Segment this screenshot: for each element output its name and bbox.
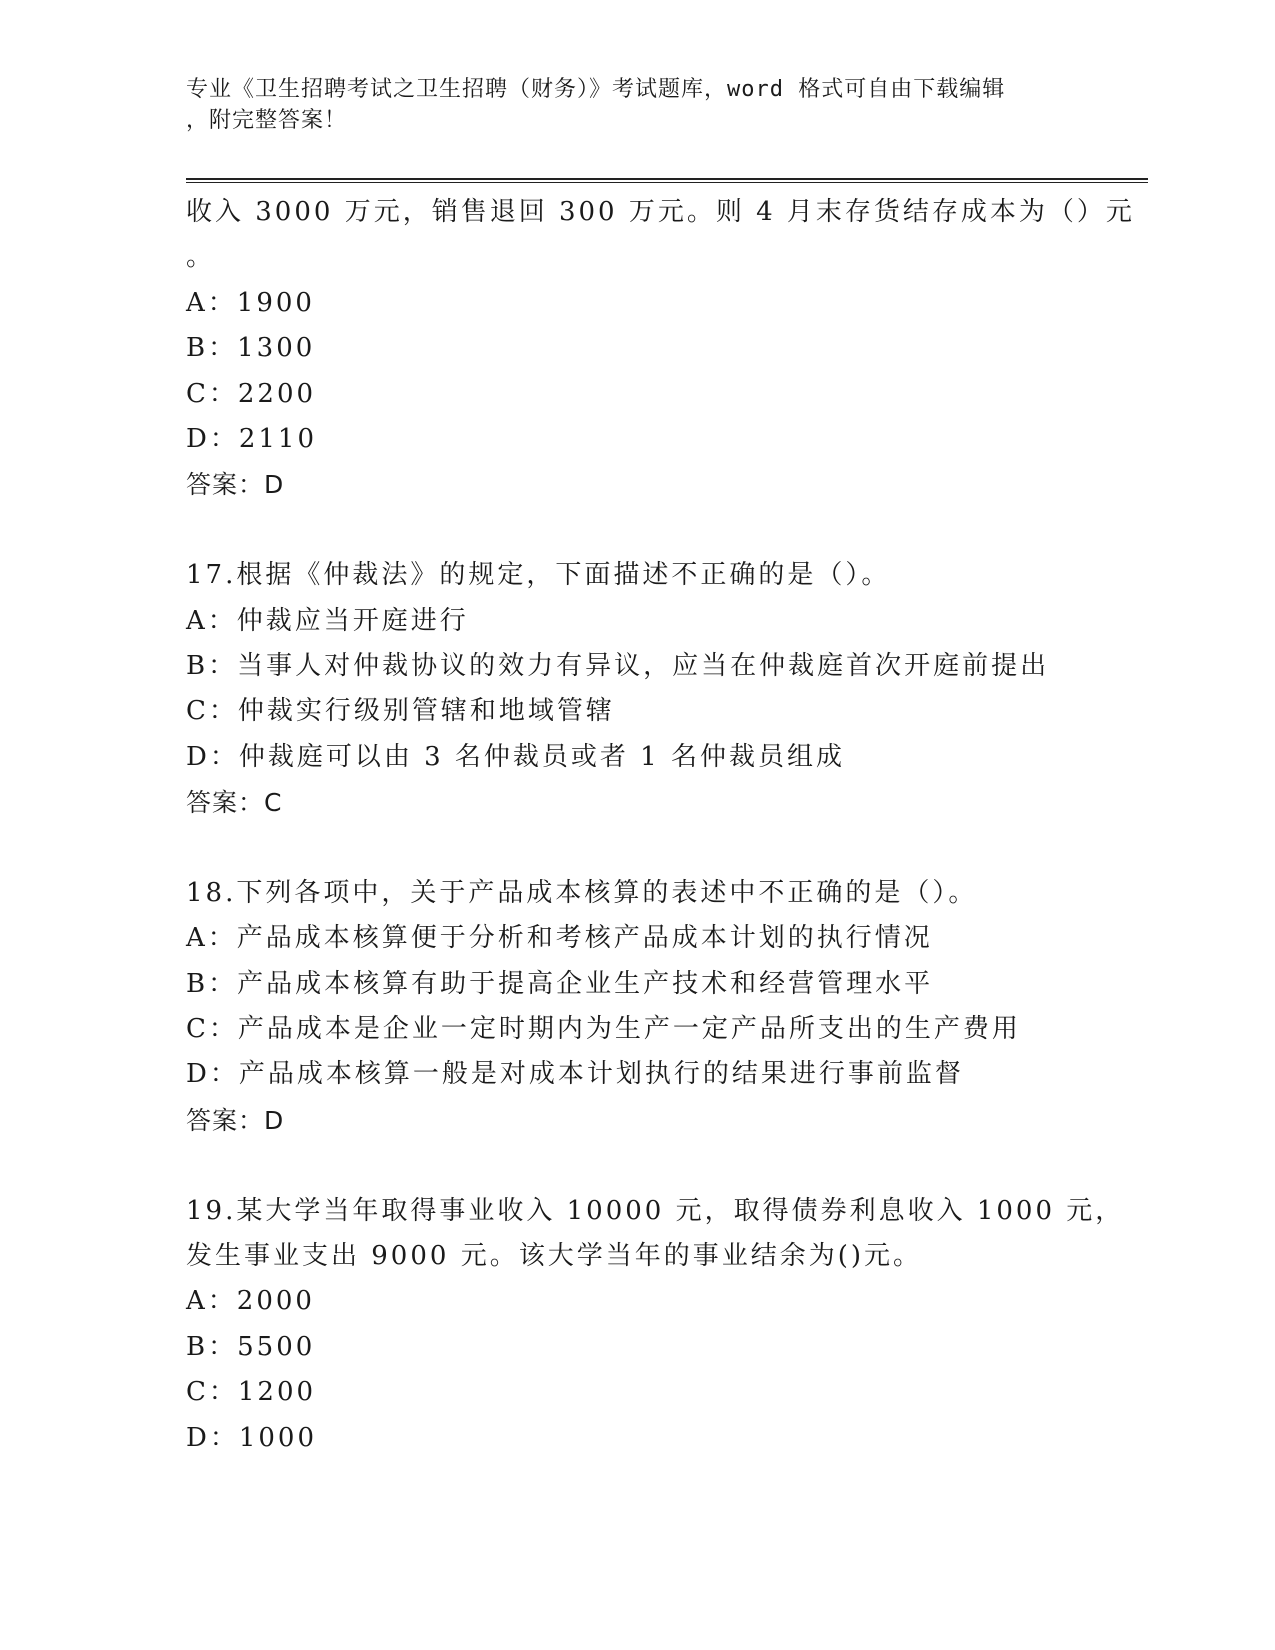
answer-label: 答案：D — [186, 1105, 285, 1135]
question-block-17 — [186, 553, 1086, 825]
option-d: D：产品成本核算一般是对成本计划执行的结果进行事前监督 — [186, 1059, 964, 1090]
question-text: 收入 3000 万元，销售退回 300 万元。则 4 月末存货结存成本为（）元 — [186, 197, 1135, 227]
option-b: B：1300 — [186, 333, 316, 364]
page-header — [186, 74, 1086, 136]
answer-label: 答案：C — [186, 788, 283, 818]
question-text: 发生事业支出 9000 元。该大学当年的事业结余为()元。 — [186, 1240, 922, 1271]
option-b: B：当事人对仲裁协议的效力有异议，应当在仲裁庭首次开庭前提出 — [186, 650, 1050, 681]
option-a: A：2000 — [186, 1286, 315, 1317]
question-block-prev — [186, 190, 1135, 508]
option-b: B：5500 — [186, 1331, 316, 1362]
question-text: 18.下列各项中，关于产品成本核算的表述中不正确的是（）。 — [186, 877, 978, 908]
header-line-2: ，附完整答案！ — [186, 108, 348, 133]
option-c: C：产品成本是企业一定时期内为生产一定产品所支出的生产费用 — [186, 1014, 1021, 1045]
option-c: C：仲裁实行级别管辖和地域管辖 — [186, 696, 615, 727]
option-a: A：1900 — [186, 287, 315, 318]
spacer — [186, 1143, 1086, 1188]
option-c: C：2200 — [186, 378, 317, 409]
option-d: D：1000 — [186, 1422, 318, 1453]
option-a: A：产品成本核算便于分析和考核产品成本计划的执行情况 — [186, 923, 933, 954]
header-divider — [186, 178, 1148, 183]
question-text: 19.某大学当年取得事业收入 10000 元，取得债券利息收入 1000 元， — [186, 1195, 1125, 1226]
answer-label: 答案：D — [186, 470, 285, 500]
option-d: D：2110 — [186, 423, 318, 454]
question-text: 17.根据《仲裁法》的规定，下面描述不正确的是（）。 — [186, 560, 891, 591]
spacer — [186, 508, 1086, 553]
header-line-1: 专业《卫生招聘考试之卫生招聘（财务）》考试题库，word 格式可自由下载编辑 — [186, 77, 1006, 102]
option-b: B：产品成本核算有助于提高企业生产技术和经营管理水平 — [186, 968, 934, 999]
question-block-18 — [186, 871, 1086, 1143]
option-c: C：1200 — [186, 1377, 317, 1408]
option-a: A：仲裁应当开庭进行 — [186, 605, 469, 636]
option-d: D：仲裁庭可以由 3 名仲裁员或者 1 名仲裁员组成 — [186, 741, 845, 772]
question-block-19 — [186, 1189, 1125, 1461]
spacer — [186, 825, 1086, 870]
question-text: 。 — [186, 242, 216, 273]
question-content — [186, 190, 1135, 1461]
